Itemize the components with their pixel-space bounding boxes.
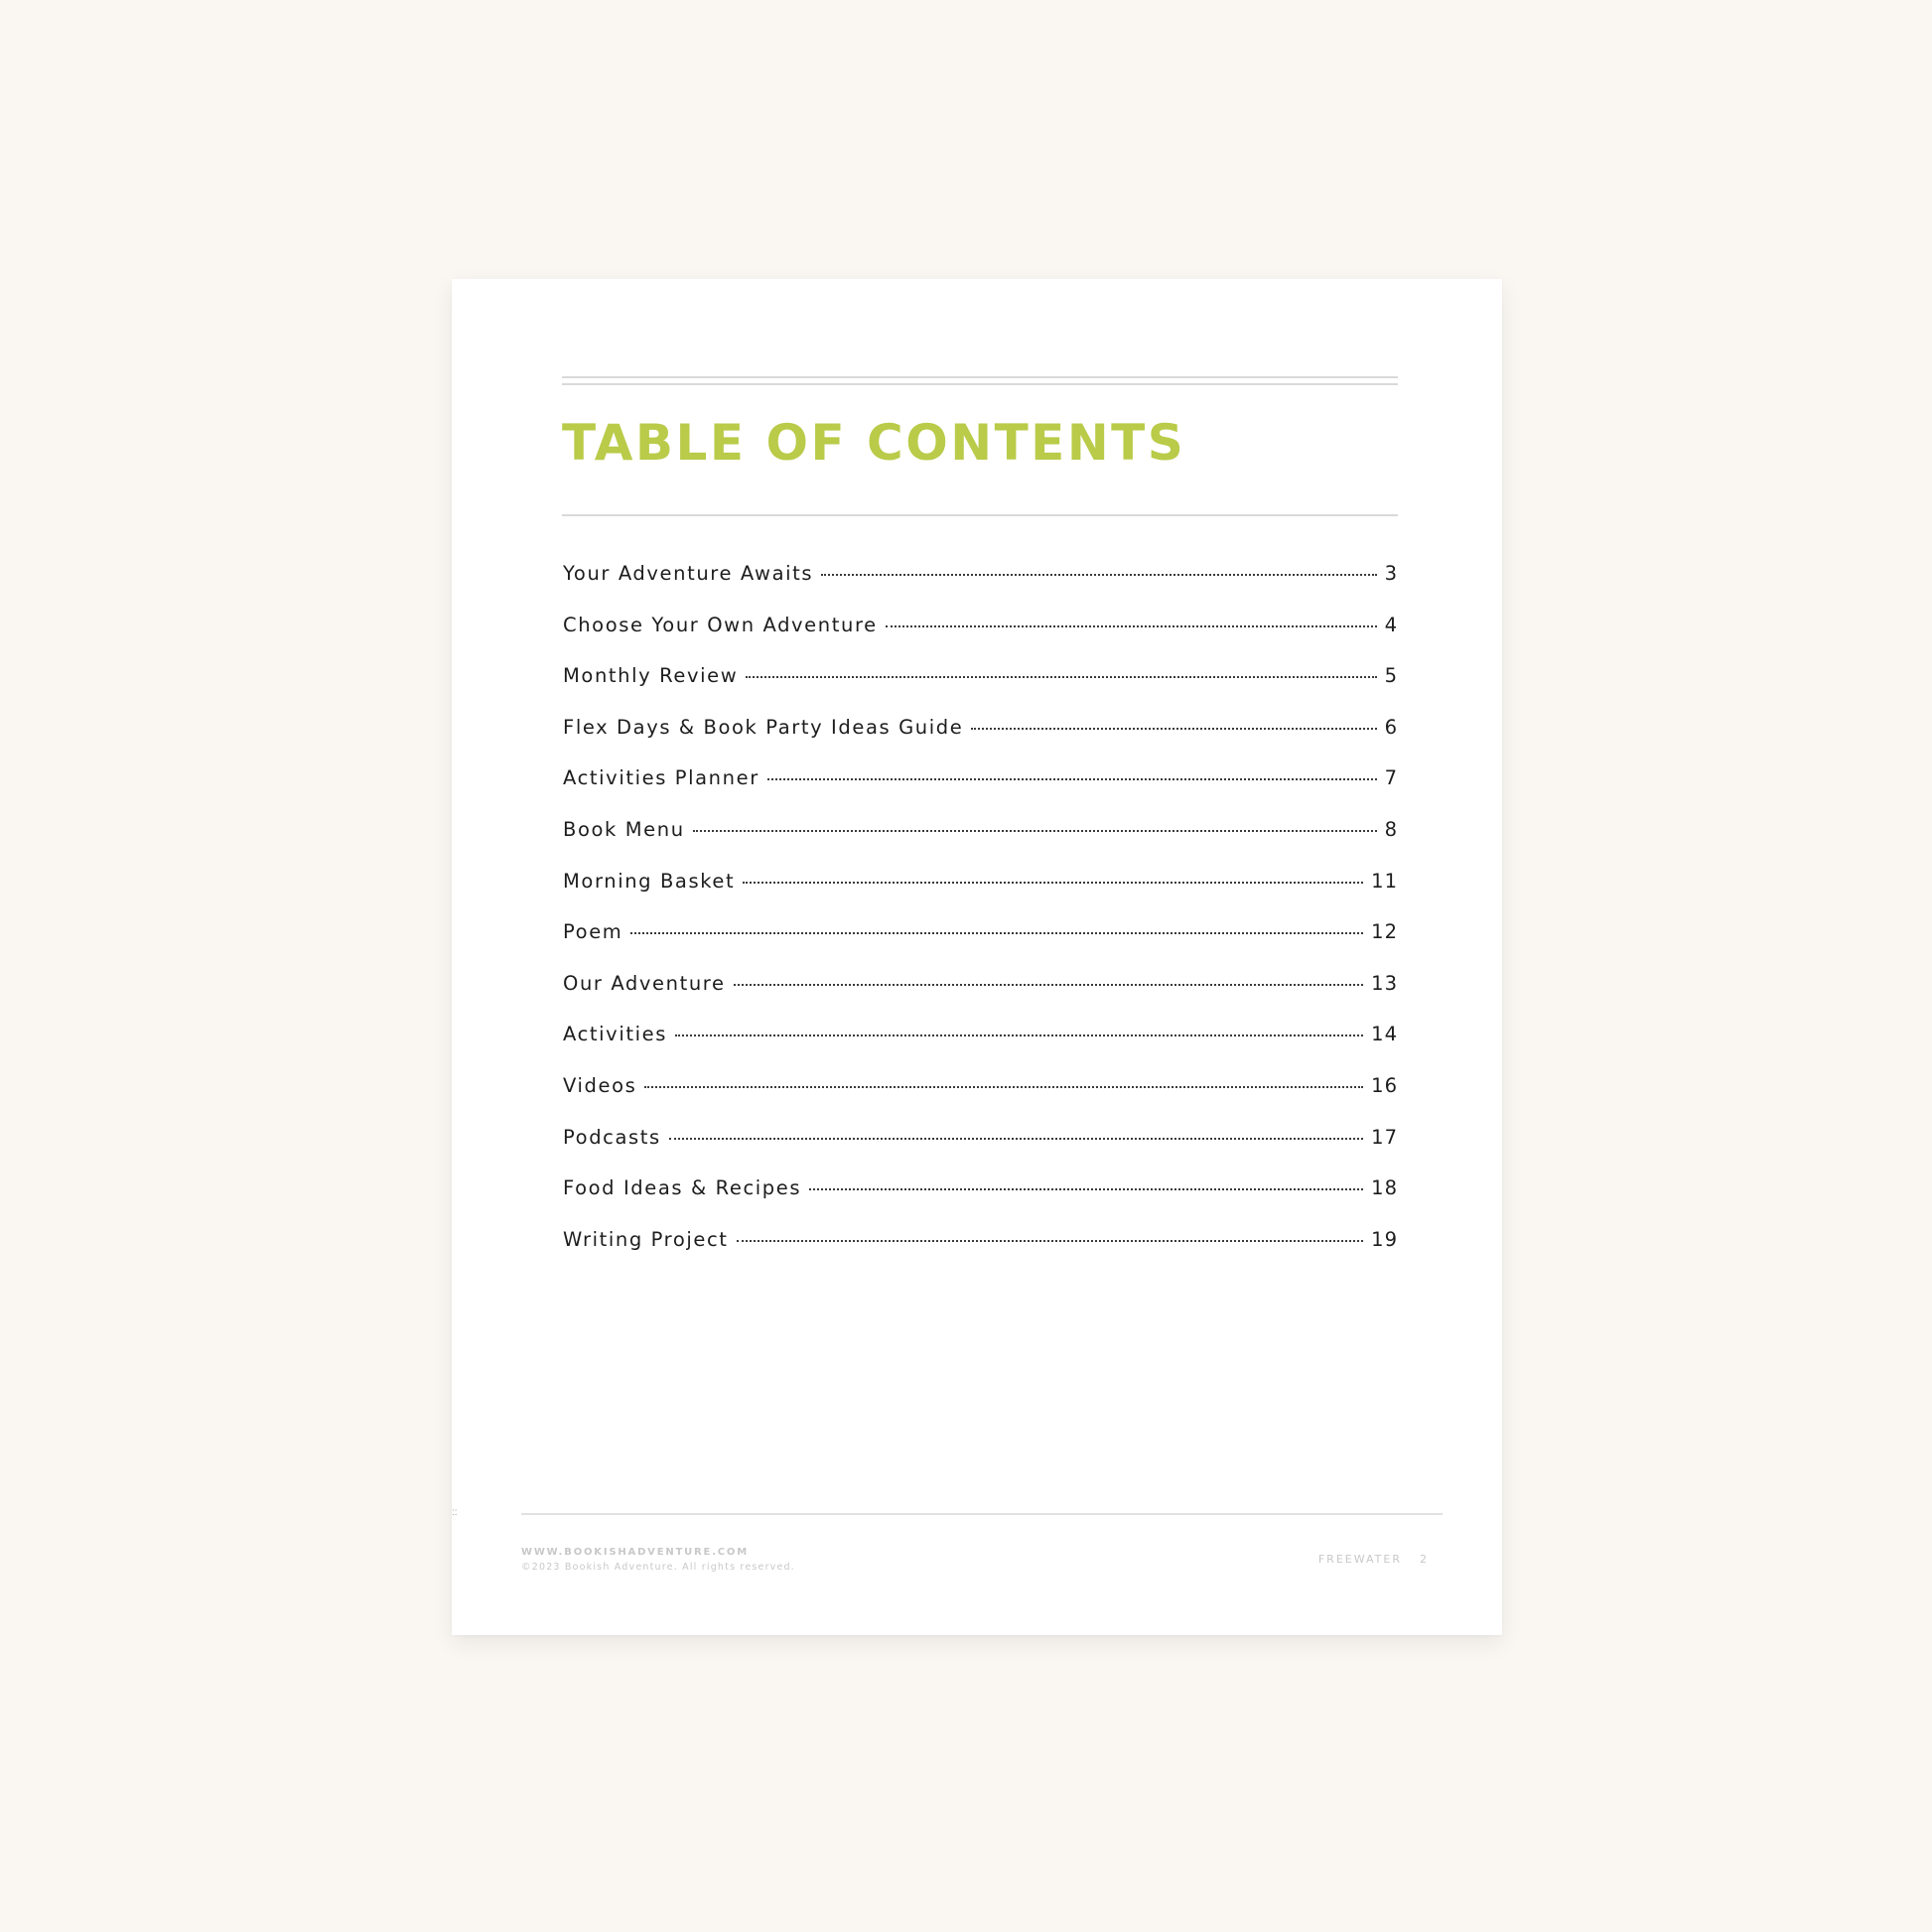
toc-entry-label: Food Ideas & Recipes — [563, 1176, 802, 1200]
edge-marker: :: — [452, 1507, 458, 1518]
toc-entry-label: Your Adventure Awaits — [563, 562, 814, 585]
toc-entry-label: Activities Planner — [563, 766, 759, 790]
toc-entry-label: Activities — [563, 1023, 667, 1046]
toc-entry — [563, 1023, 1398, 1074]
toc-dot-leader — [809, 1188, 1363, 1190]
toc-entry-page-number: 19 — [1371, 1227, 1398, 1251]
toc-entry-label: Poem — [563, 920, 623, 944]
toc-dot-leader — [821, 574, 1376, 576]
footer-book-name: FREEWATER — [1317, 1553, 1402, 1566]
toc-entry — [563, 716, 1398, 767]
toc-entry-page-number: 6 — [1384, 715, 1398, 739]
footer-right — [1318, 1553, 1429, 1566]
toc-entry — [563, 562, 1398, 614]
toc-dot-leader — [630, 932, 1363, 934]
toc-entry — [563, 972, 1398, 1024]
toc-dot-leader — [746, 676, 1376, 678]
toc-dot-leader — [886, 625, 1377, 627]
toc-entry — [563, 1176, 1398, 1228]
title-divider — [562, 514, 1398, 516]
toc-dot-leader — [737, 1240, 1364, 1242]
toc-entry — [563, 664, 1398, 716]
toc-dot-leader — [767, 778, 1377, 780]
toc-entry-label: Writing Project — [563, 1227, 729, 1251]
table-of-contents — [563, 562, 1398, 1279]
toc-entry — [563, 920, 1398, 972]
toc-entry-page-number: 7 — [1384, 766, 1398, 790]
toc-entry — [563, 1074, 1398, 1126]
toc-entry-page-number: 12 — [1371, 920, 1398, 944]
toc-entry-page-number: 18 — [1371, 1176, 1398, 1200]
toc-entry — [563, 1228, 1398, 1280]
toc-entry-page-number: 14 — [1371, 1023, 1398, 1046]
toc-entry-label: Flex Days & Book Party Ideas Guide — [563, 715, 964, 739]
toc-entry-page-number: 8 — [1384, 817, 1398, 841]
top-divider-1 — [562, 376, 1398, 378]
toc-entry-label: Book Menu — [563, 817, 685, 841]
footer-website: WWW.BOOKISHADVENTURE.COM — [521, 1547, 749, 1558]
toc-dot-leader — [675, 1035, 1363, 1036]
toc-entry-page-number: 5 — [1384, 664, 1398, 688]
top-divider-2 — [562, 383, 1398, 385]
toc-entry-page-number: 3 — [1384, 562, 1398, 585]
footer-left — [521, 1545, 795, 1575]
toc-entry — [563, 1126, 1398, 1177]
toc-entry-page-number: 16 — [1371, 1073, 1398, 1097]
toc-entry-label: Videos — [563, 1073, 637, 1097]
toc-entry — [563, 614, 1398, 665]
toc-entry-page-number: 4 — [1384, 613, 1398, 636]
footer-copyright: ©2023 Bookish Adventure. All rights reserved. — [521, 1561, 795, 1573]
document-page — [452, 279, 1502, 1635]
footer-divider — [521, 1513, 1443, 1515]
toc-entry — [563, 766, 1398, 818]
toc-entry-label: Choose Your Own Adventure — [563, 613, 878, 636]
toc-dot-leader — [693, 830, 1377, 832]
toc-dot-leader — [734, 984, 1364, 986]
page-title: TABLE OF CONTENTS — [562, 414, 1186, 472]
toc-dot-leader — [644, 1086, 1363, 1088]
toc-entry-label: Morning Basket — [563, 869, 736, 893]
toc-dot-leader — [971, 728, 1376, 730]
toc-entry-label: Monthly Review — [563, 664, 739, 688]
toc-entry-label: Podcasts — [563, 1125, 661, 1149]
toc-dot-leader — [669, 1138, 1363, 1140]
toc-entry-page-number: 13 — [1371, 971, 1398, 995]
toc-entry-page-number: 11 — [1371, 869, 1398, 893]
footer-page-number: 2 — [1420, 1553, 1429, 1566]
toc-entry-label: Our Adventure — [563, 971, 726, 995]
toc-entry — [563, 870, 1398, 921]
toc-dot-leader — [743, 882, 1363, 884]
toc-entry — [563, 818, 1398, 870]
toc-entry-page-number: 17 — [1371, 1125, 1398, 1149]
